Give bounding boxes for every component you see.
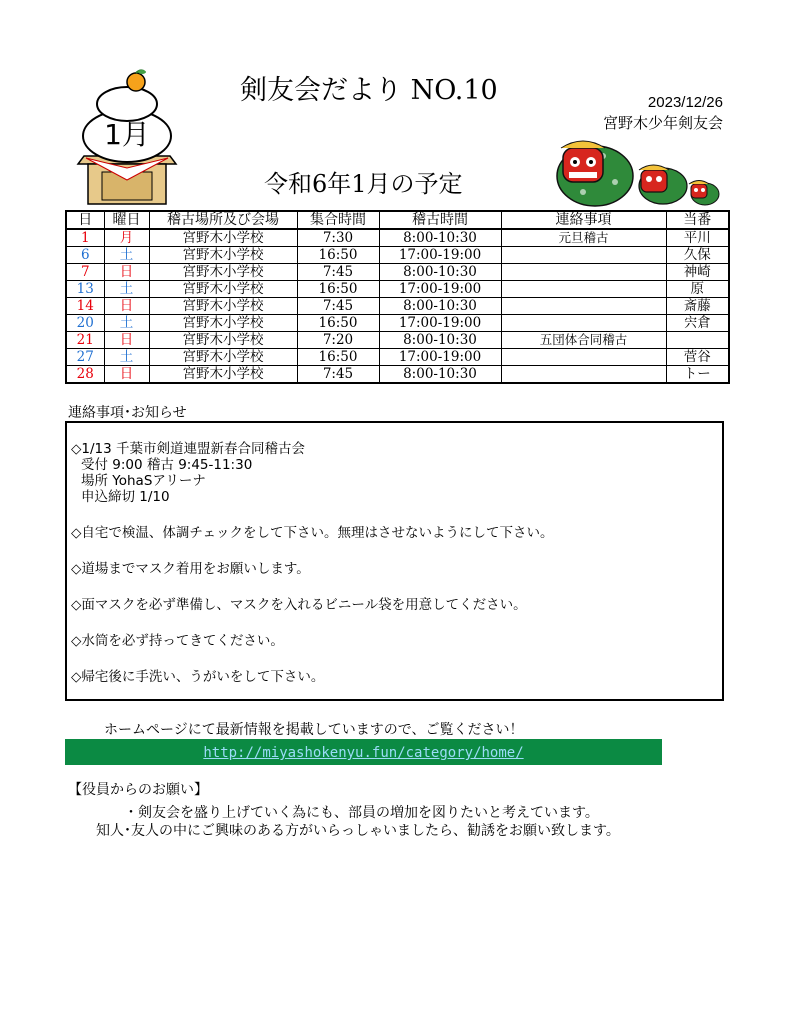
cell-duty: 原: [666, 281, 729, 298]
cell-place: 宮野木小学校: [149, 281, 297, 298]
request-line: ・剣友会を盛り上げていく為にも、部員の増加を図りたいと考えています。: [124, 805, 599, 821]
cell-day: 13: [66, 281, 104, 298]
cell-practice: 8:00-10:30: [379, 298, 501, 315]
cell-practice: 8:00-10:30: [379, 264, 501, 281]
cell-assembly: 7:45: [297, 264, 379, 281]
notice-label: 連絡事項･お知らせ: [68, 405, 187, 421]
cell-weekday: 土: [104, 349, 149, 366]
cell-place: 宮野木小学校: [149, 315, 297, 332]
cell-weekday: 日: [104, 366, 149, 384]
header-weekday: 曜日: [104, 211, 149, 229]
cell-duty: トー: [666, 366, 729, 384]
header-note: 連絡事項: [501, 211, 666, 229]
cell-duty: 久保: [666, 247, 729, 264]
notice-reception: 受付 9:00 稽古 9:45-11:30: [81, 457, 253, 473]
cell-day: 6: [66, 247, 104, 264]
cell-duty: 神崎: [666, 264, 729, 281]
cell-day: 20: [66, 315, 104, 332]
table-row: [66, 229, 729, 247]
cell-weekday: 土: [104, 281, 149, 298]
cell-practice: 17:00-19:00: [379, 247, 501, 264]
table-header-row: [66, 211, 729, 229]
notice-venue: 場所 YohaSアリーナ: [81, 473, 206, 489]
table-row: [66, 332, 729, 349]
cell-practice: 8:00-10:30: [379, 229, 501, 247]
cell-weekday: 日: [104, 298, 149, 315]
table-row: [66, 247, 729, 264]
cell-assembly: 16:50: [297, 281, 379, 298]
table-row: [66, 264, 729, 281]
cell-duty: [666, 332, 729, 349]
cell-day: 1: [66, 229, 104, 247]
header-duty: 当番: [666, 211, 729, 229]
notice-item: ◇帰宅後に手洗い、うがいをして下さい。: [71, 669, 325, 685]
cell-note: 五団体合同稽古: [501, 332, 666, 349]
cell-practice: 17:00-19:00: [379, 281, 501, 298]
request-line: 知人･友人の中にご興味のある方がいらっしゃいましたら、勧誘をお願い致します。: [96, 823, 620, 839]
club-name: 宮野木少年剣友会: [602, 114, 723, 132]
notice-deadline: 申込締切 1/10: [81, 489, 170, 505]
cell-day: 28: [66, 366, 104, 384]
table-row: [66, 366, 729, 384]
schedule-table: [65, 210, 730, 384]
homepage-link-bar: [65, 739, 662, 765]
cell-day: 14: [66, 298, 104, 315]
table-row: [66, 281, 729, 298]
cell-day: 21: [66, 332, 104, 349]
header-place: 稽古場所及び会場: [149, 211, 297, 229]
cell-note: [501, 366, 666, 384]
cell-weekday: 日: [104, 332, 149, 349]
table-row: [66, 315, 729, 332]
page-title: 剣友会だより NO.10: [240, 75, 498, 106]
header-day: 日: [66, 211, 104, 229]
cell-weekday: 土: [104, 315, 149, 332]
notice-item: ◇水筒を必ず持ってきてください。: [71, 633, 284, 649]
homepage-text: ホームページにて最新情報を掲載していますので、ご覧ください！: [104, 722, 524, 738]
cell-place: 宮野木小学校: [149, 247, 297, 264]
cell-note: [501, 247, 666, 264]
cell-note: [501, 281, 666, 298]
cell-place: 宮野木小学校: [149, 332, 297, 349]
cell-place: 宮野木小学校: [149, 298, 297, 315]
cell-place: 宮野木小学校: [149, 264, 297, 281]
notice-item: ◇自宅で検温、体調チェックをして下さい。無理はさせないようにして下さい。: [71, 525, 554, 541]
cell-duty: 菅谷: [666, 349, 729, 366]
table-row: [66, 298, 729, 315]
cell-assembly: 7:45: [297, 298, 379, 315]
cell-note: [501, 315, 666, 332]
notice-event: ◇1/13 千葉市剣道連盟新春合同稽古会: [71, 441, 305, 457]
cell-note: 元旦稽古: [501, 229, 666, 247]
cell-practice: 8:00-10:30: [379, 332, 501, 349]
cell-assembly: 16:50: [297, 247, 379, 264]
header-assembly: 集合時間: [297, 211, 379, 229]
shishimai-lions-icon: [553, 136, 723, 208]
cell-place: 宮野木小学校: [149, 229, 297, 247]
notice-box: [65, 421, 724, 701]
cell-assembly: 7:20: [297, 332, 379, 349]
cell-duty: 宍倉: [666, 315, 729, 332]
notice-item: ◇面マスクを必ず準備し、マスクを入れるビニール袋を用意してください。: [71, 597, 527, 613]
cell-place: 宮野木小学校: [149, 366, 297, 384]
schedule-title: 令和6年1月の予定: [264, 170, 463, 198]
cell-place: 宮野木小学校: [149, 349, 297, 366]
cell-weekday: 土: [104, 247, 149, 264]
table-row: [66, 349, 729, 366]
cell-practice: 17:00-19:00: [379, 349, 501, 366]
cell-assembly: 16:50: [297, 315, 379, 332]
cell-day: 27: [66, 349, 104, 366]
cell-weekday: 日: [104, 264, 149, 281]
issue-date: 2023/12/26: [647, 94, 723, 111]
month-badge: 1月: [104, 118, 150, 151]
cell-day: 7: [66, 264, 104, 281]
cell-practice: 8:00-10:30: [379, 366, 501, 384]
header-practice: 稽古時間: [379, 211, 501, 229]
cell-note: [501, 349, 666, 366]
cell-practice: 17:00-19:00: [379, 315, 501, 332]
cell-assembly: 7:45: [297, 366, 379, 384]
homepage-link[interactable]: http://miyashokenyu.fun/category/home/: [203, 745, 524, 761]
cell-duty: 斎藤: [666, 298, 729, 315]
cell-note: [501, 298, 666, 315]
cell-assembly: 7:30: [297, 229, 379, 247]
cell-duty: 平川: [666, 229, 729, 247]
cell-assembly: 16:50: [297, 349, 379, 366]
kagami-mochi-icon: [72, 68, 182, 208]
request-title: 【役員からのお願い】: [68, 782, 208, 798]
notice-item: ◇道場までマスク着用をお願いします。: [71, 561, 310, 577]
cell-weekday: 月: [104, 229, 149, 247]
cell-note: [501, 264, 666, 281]
